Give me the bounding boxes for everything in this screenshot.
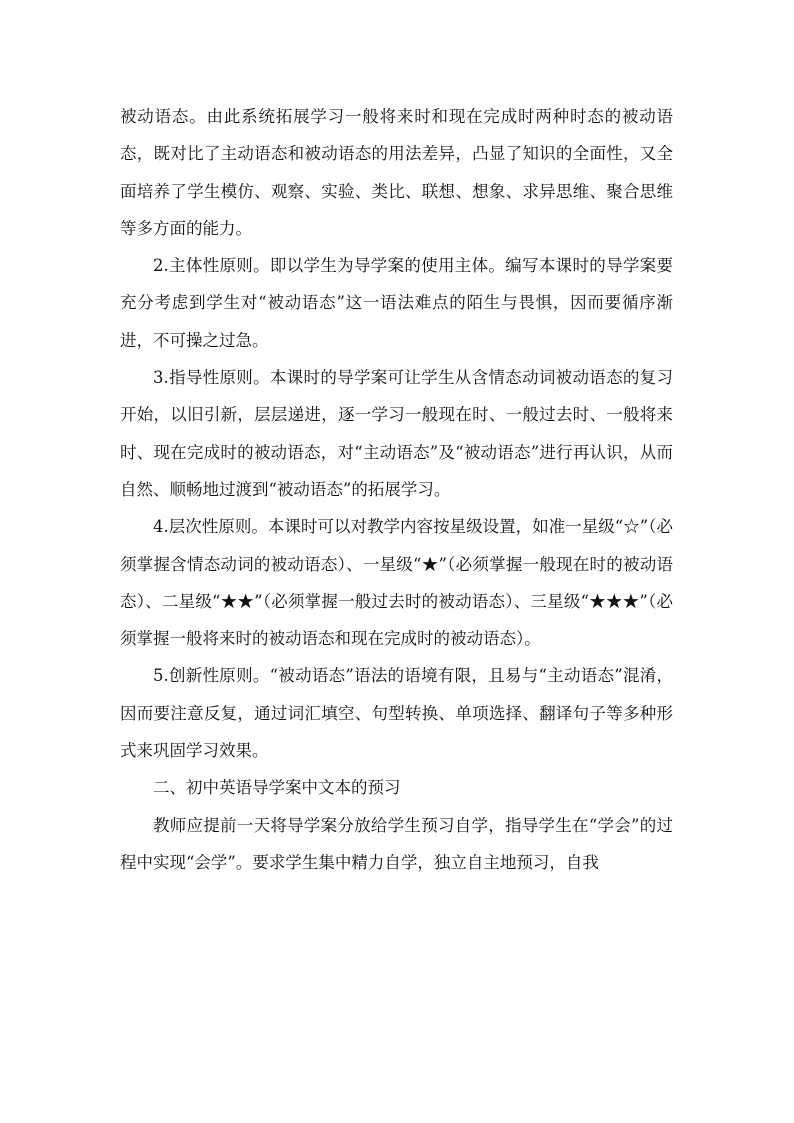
paragraph-principle-2: 2.主体性原则。即以学生为导学案的使用主体。编写本课时的导学案要充分考虑到学生对“被动语态”这一语法难点的陌生与畏惧，因而要循序渐进，不可操之过急。 bbox=[120, 256, 673, 350]
section-heading: 二、初中英语导学案中文本的预习 bbox=[153, 778, 401, 798]
paragraph-principle-5: 5.创新性原则。“被动语态”语法的语境有限，且易与“主动语态”混淆，因而要注意反复，通过词汇填空、句型转换、单项选择、翻译句子等多种形式来巩固学习效果。 bbox=[120, 666, 673, 761]
paragraph-principle-4: 4.层次性原则。本课时可以对教学内容按星级设置，如准一星级“☆”（必须掌握含情态动词的被动语态）、一星级“★”（必须掌握一般现在时的被动语态）、二星级“★★”（必须掌握一般过去时的被动语态）、三星级“★★★”（必须掌握一般将来时的被动语态和现在完成时的被动语态）。 bbox=[120, 517, 673, 649]
document-body bbox=[120, 98, 673, 881]
paragraph-intro-continuation: 被动语态。由此系统拓展学习一般将来时和现在完成时两种时态的被动语态，既对比了主动语态和被动语态的用法差异，凸显了知识的全面性，又全面培养了学生模仿、观察、实验、类比、联想、想象、求异思维、聚合思维等多方面的能力。 bbox=[120, 107, 673, 238]
paragraph-principle-3: 3.指导性原则。本课时的导学案可让学生从含情态动词被动语态的复习开始，以旧引新，层层递进，逐一学习一般现在时、一般过去时、一般将来时、现在完成时的被动语态，对“主动语态”及“被动语态”进行再认识，从而自然、顺畅地过渡到“被动语态”的拓展学习。 bbox=[120, 368, 673, 499]
paragraph-section-2-body: 教师应提前一天将导学案分放给学生预习自学，指导学生在“学会”的过程中实现“会学”。要求学生集中精力自学，独立自主地预习，自我 bbox=[120, 815, 673, 872]
